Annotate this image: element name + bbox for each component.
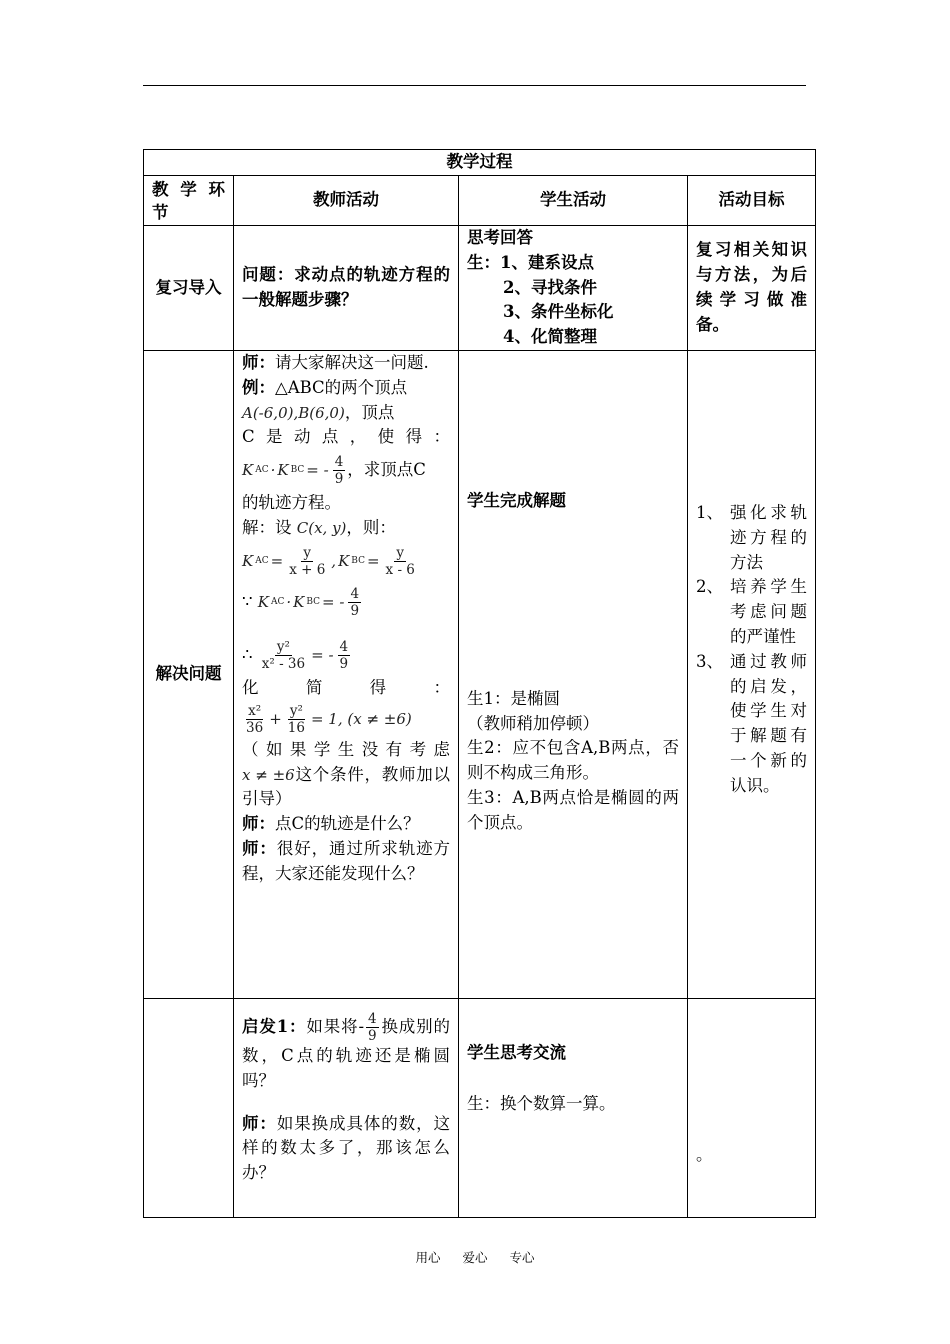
goal-item: 2、 培养学生考虑问题的严谨性 bbox=[696, 577, 807, 646]
example-text: △ABC的两个顶点 bbox=[275, 377, 408, 397]
student-answer-line: 生：1、建系设点 bbox=[467, 252, 594, 272]
teacher-question: 问题：求动点的轨迹方程的一般解题步骤？ bbox=[234, 226, 459, 351]
because-equation: ∵ K AC · K BC = - $\frac{4}{9}$ bbox=[242, 585, 360, 619]
goals-solve bbox=[688, 351, 816, 999]
ellipse-equation: $\frac{\text{x²}}{36}$ + $\frac{\text{y²}}{16}$ = 1, (x ≠ ±6) bbox=[246, 702, 412, 736]
hint-label: 启发1： bbox=[242, 1017, 307, 1036]
solution-text: 解：设 bbox=[242, 518, 292, 538]
solution-text: 化简得： bbox=[242, 677, 450, 697]
speaker-label: 师： bbox=[242, 839, 277, 859]
speaker-label: 师： bbox=[242, 814, 275, 834]
student-answer-line: 4、化简整理 bbox=[503, 327, 597, 347]
therefore-equation: ∴ $\frac{\text{y²}}{\text{x² - 36}}$ = - $\frac{4}{9}$ bbox=[242, 638, 349, 672]
note-condition: x ≠ ±6 bbox=[242, 765, 295, 784]
example-text: 的轨迹方程。 bbox=[242, 493, 341, 513]
header-teacher-activity: 教师活动 bbox=[234, 176, 459, 226]
page-footer: 用心 爱心 专心 bbox=[415, 1250, 535, 1265]
note-text: （如果学生没有考虑 bbox=[242, 739, 450, 759]
slope-product-equation: K AC · K BC = - $\frac{4}{9}$ ，求顶点C bbox=[242, 454, 426, 488]
student-answer-line: 2、寻找条件 bbox=[503, 277, 597, 297]
student-answer bbox=[459, 226, 688, 351]
teacher-hint: 启发1：如果将- $\frac{4}{9}$ 换成别的数，C点的轨迹还是椭圆吗？ 师：如果换成具体的数，这样的数太多了，那该怎么办？ bbox=[234, 999, 459, 1218]
student-response: 生2：应不包含A,B两点，否则不构成三角形。 bbox=[467, 738, 679, 783]
lesson-process-table bbox=[143, 149, 816, 1218]
goal-empty: 。 bbox=[688, 999, 816, 1218]
points-ab: A(-6,0),B(6,0) bbox=[242, 403, 345, 422]
student-task: 学生思考交流 bbox=[467, 1043, 566, 1062]
goal-review: 复习相关知识与方法，为后续学习做准备。 bbox=[688, 226, 816, 351]
header-stage: 教 学 环 节 bbox=[144, 176, 234, 226]
teacher-line: 请大家解决这一问题. bbox=[275, 353, 429, 372]
header-rule bbox=[143, 85, 806, 86]
hint-text: 换成别的数，C点的轨迹还是椭圆吗？ bbox=[242, 1017, 451, 1090]
table-row bbox=[144, 226, 816, 351]
teacher-line: 很好，通过所求轨迹方程，大家还能发现什么？ bbox=[242, 839, 451, 883]
note-text: 这个条件，教师加以引导） bbox=[242, 764, 450, 809]
slope-equations: K AC = $\frac{y}{x + 6}$ , K BC = $\frac{y}{x - 6}$ bbox=[242, 544, 415, 578]
point-c: C(x, y) bbox=[296, 519, 347, 538]
header-activity-goal: 活动目标 bbox=[688, 176, 816, 226]
speaker-label: 师： bbox=[242, 1113, 277, 1133]
student-response: （教师稍加停顿） bbox=[467, 713, 599, 733]
header-student-activity: 学生活动 bbox=[459, 176, 688, 226]
student-answer-line: 思考回答 bbox=[467, 228, 533, 247]
student-response: 生3：A,B两点恰是椭圆的两个顶点。 bbox=[467, 787, 679, 832]
example-text: ，求顶点C bbox=[347, 460, 426, 480]
stage-review: 复习导入 bbox=[144, 226, 234, 351]
student-response: 生：换个数算一算。 bbox=[467, 1093, 616, 1113]
table-title: 教学过程 bbox=[144, 150, 816, 176]
goal-item: 3、 通过教师的启发，使学生对于解题有一个新的认识。 bbox=[696, 651, 807, 795]
teacher-line: 点C的轨迹是什么？ bbox=[275, 814, 420, 834]
teacher-line: 如果换成具体的数，这样的数太多了，那该怎么办？ bbox=[242, 1113, 451, 1183]
speaker-label: 师： bbox=[242, 353, 275, 372]
student-discussion bbox=[459, 999, 688, 1218]
student-response: 生1：是椭圆 bbox=[467, 688, 560, 708]
student-task: 学生完成解题 bbox=[467, 491, 566, 510]
hint-text: 如果将- bbox=[306, 1017, 365, 1036]
example-text: C是动点，使得： bbox=[242, 427, 450, 447]
goal-item: 1、 强化求轨迹方程的方法 bbox=[696, 503, 807, 572]
table-row bbox=[144, 351, 816, 999]
stage-empty bbox=[144, 999, 234, 1218]
example-text: ，顶点 bbox=[344, 402, 395, 422]
table-row bbox=[144, 999, 816, 1218]
student-responses bbox=[459, 351, 688, 999]
teacher-solution bbox=[234, 351, 459, 999]
stage-solve: 解决问题 bbox=[144, 351, 234, 999]
solution-text: ，则： bbox=[346, 518, 396, 538]
example-label: 例： bbox=[242, 377, 275, 397]
student-answer-line: 3、条件坐标化 bbox=[503, 302, 614, 322]
